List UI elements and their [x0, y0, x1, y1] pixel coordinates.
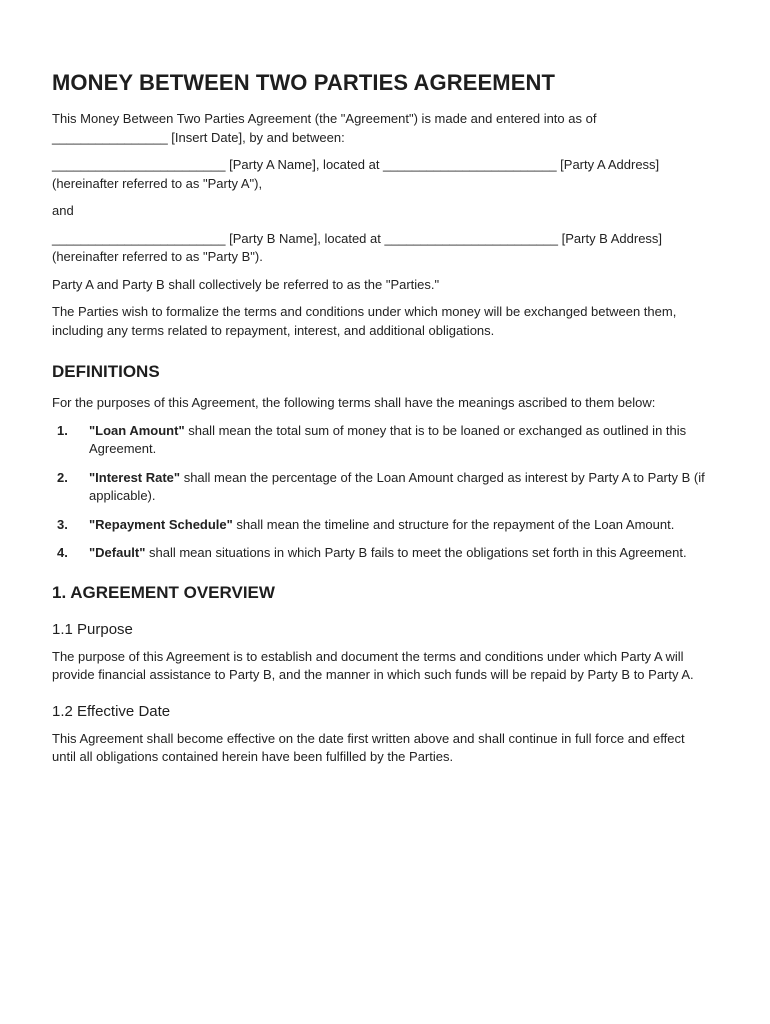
intro-paragraph-purpose: The Parties wish to formalize the terms and conditions under which money will be exchanged between them, including any terms related to repayment, interest, and additional obligations.	[52, 304, 677, 338]
definition-term: "Repayment Schedule"	[89, 516, 233, 532]
definitions-heading: DEFINITIONS	[52, 362, 160, 381]
definitions-lead: For the purposes of this Agreement, the following terms shall have the meanings ascribed to them below:	[52, 395, 656, 410]
definition-term: "Default"	[89, 545, 146, 560]
definition-text: shall mean the percentage of the Loan Amount charged as interest by Party A to Party B (if applicable).	[89, 469, 705, 503]
intro-paragraph-party-b: ________________________ [Party B Name], located at ________________________ [Party B Address] (hereinafter referred to as "Party B").	[52, 230, 663, 264]
definition-item	[52, 469, 712, 506]
definition-text: shall mean the timeline and structure for the repayment of the Loan Amount.	[232, 516, 675, 532]
definition-number: 1.	[57, 422, 68, 438]
definitions-list	[52, 422, 712, 563]
intro-paragraph-and: and	[52, 203, 74, 218]
effective-date-text: This Agreement shall become effective on the date first written above and shall continue in full force and effect until all obligations contained herein have been fulfilled by the Parties.	[52, 730, 685, 764]
intro-paragraph-date: This Money Between Two Parties Agreement (the "Agreement") is made and entered into as of ________________ [Insert Date], by and between:	[52, 111, 597, 145]
intro-paragraph-party-a: ________________________ [Party A Name], located at ________________________ [Party A Address] (hereinafter referred to as "Party A"),	[52, 157, 660, 191]
definition-term: "Loan Amount"	[89, 422, 185, 438]
definition-number: 3.	[57, 516, 68, 532]
definition-term: "Interest Rate"	[89, 469, 181, 485]
definition-text: shall mean situations in which Party B fails to meet the obligations set forth in this Agreement.	[145, 545, 687, 560]
intro-paragraph-parties: Party A and Party B shall collectively be referred to as the "Parties."	[52, 276, 440, 292]
purpose-heading: 1.1 Purpose	[52, 620, 133, 638]
effective-date-heading: 1.2 Effective Date	[52, 702, 171, 720]
definition-number: 2.	[57, 469, 68, 485]
purpose-text: The purpose of this Agreement is to establish and document the terms and conditions under which Party A will provide financial assistance to Party B, and the manner in which such funds will be repaid by Party B to Party A.	[52, 648, 694, 682]
definition-number: 4.	[57, 545, 68, 560]
definition-item	[52, 544, 712, 563]
definition-item	[52, 516, 712, 535]
definition-item	[52, 422, 712, 459]
definition-text: shall mean the total sum of money that is to be loaned or exchanged as outlined in this Agreement.	[89, 422, 687, 456]
agreement-overview-heading: 1. AGREEMENT OVERVIEW	[52, 582, 275, 602]
document-title: MONEY BETWEEN TWO PARTIES AGREEMENT	[52, 70, 556, 95]
